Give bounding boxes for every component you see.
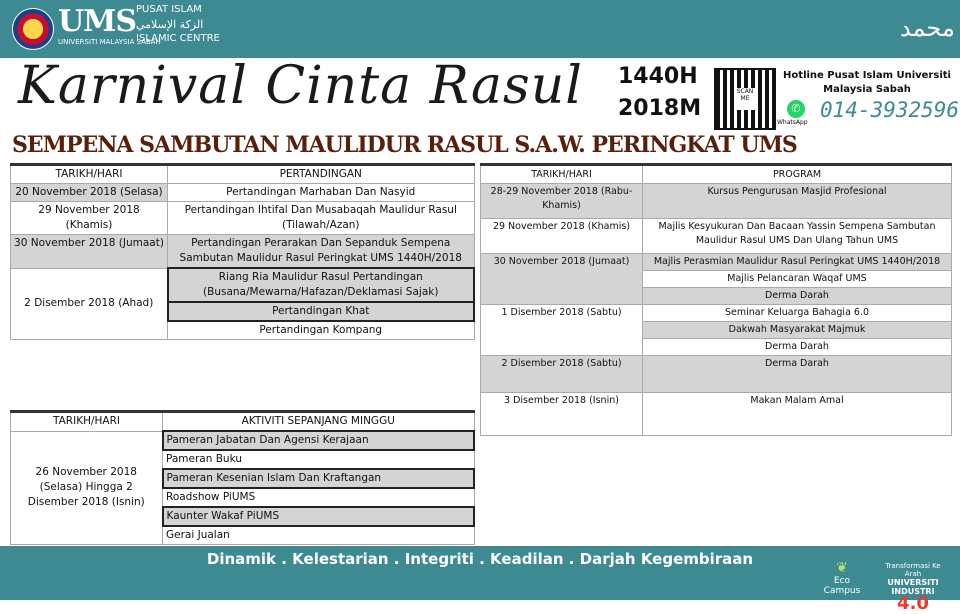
table-cell-activity: Roadshow PiUMS — [163, 488, 475, 507]
table-row — [481, 219, 952, 254]
table-cell-date: 28-29 November 2018 (Rabu-Khamis) — [481, 184, 643, 219]
table-cell-program: Dakwah Masyarakat Majmuk — [643, 322, 952, 339]
eco-campus-logo: ❦ Eco Campus — [818, 560, 866, 596]
industri-logo — [876, 562, 950, 612]
table-header: TARIKH/HARI — [481, 165, 643, 184]
hotline-label: Hotline Pusat Islam Universiti — [783, 70, 951, 81]
table-cell-date: 26 November 2018 (Selasa) Hingga 2 Disember 2018 (Isnin) — [11, 431, 163, 545]
table-row — [481, 305, 952, 322]
event-title: Karnival Cinta Rasul — [18, 56, 583, 116]
table-row — [481, 356, 952, 393]
table-cell-event: Pertandingan Ihtifal Dan Musabaqah Maulidur Rasul (Tilawah/Azan) — [168, 202, 475, 235]
universiti-industri-label: UNIVERSITI INDUSTRI — [887, 578, 939, 596]
leaf-icon: ❦ — [836, 560, 848, 576]
table-cell-program: Majlis Perasmian Maulidur Rasul Peringkat UMS 1440H/2018 — [643, 254, 952, 271]
muhammad-calligraphy: محمد — [900, 14, 955, 42]
hotline-phone[interactable]: 014-3932596 — [820, 98, 960, 122]
ums-crest-icon — [12, 8, 54, 50]
islamic-centre-label: ISLAMIC CENTRE — [136, 33, 220, 44]
table-cell-date: 1 Disember 2018 (Sabtu) — [481, 305, 643, 356]
table-row — [481, 184, 952, 219]
table-cell-activity: Pameran Kesenian Islam Dan Kraftangan — [163, 469, 475, 488]
table-cell-program: Majlis Kesyukuran Dan Bacaan Yassin Sempena Sambutan Maulidur Rasul UMS Dan Ulang Tahun UMS — [643, 219, 952, 254]
whatsapp-label: WhatsApp — [777, 119, 808, 126]
table-cell-activity: Pameran Jabatan Dan Agensi Kerajaan — [163, 431, 475, 450]
table-cell-date: 30 November 2018 (Jumaat) — [11, 235, 168, 269]
table-cell-event: Pertandingan Perarakan Dan Sepanduk Sempena Sambutan Maulidur Rasul Peringkat UMS 1440H/2018 — [168, 235, 475, 269]
table-header: PROGRAM — [643, 165, 952, 184]
table-cell-date: 29 November 2018 (Khamis) — [481, 219, 643, 254]
table-cell-program: Derma Darah — [643, 356, 952, 393]
program-table — [480, 163, 952, 436]
pusat-islam-arabic: الزكة الإسلامي — [136, 18, 204, 31]
pusat-islam-label: PUSAT ISLAM — [136, 4, 202, 15]
table-cell-activity: Gerai Jualan — [163, 526, 475, 545]
ums-logo-subtitle: UNIVERSITI MALAYSIA SABAH — [58, 38, 161, 46]
table-row — [11, 184, 475, 202]
table-cell-program: Derma Darah — [643, 288, 952, 305]
table-cell-date: 3 Disember 2018 (Isnin) — [481, 393, 643, 436]
ums-logo: UMS — [58, 4, 137, 39]
table-cell-event: Pertandingan Kompang — [168, 321, 475, 340]
table-header: AKTIVITI SEPANJANG MINGGU — [163, 412, 475, 432]
table-header: TARIKH/HARI — [11, 165, 168, 184]
transformasi-label: Transformasi Ke Arah — [885, 562, 941, 578]
table-row — [11, 268, 475, 302]
whatsapp-icon: ✆ — [787, 100, 805, 118]
table-cell-event: Pertandingan Khat — [168, 302, 475, 321]
table-cell-date: 30 November 2018 (Jumaat) — [481, 254, 643, 305]
table-cell-activity: Kaunter Wakaf PiUMS — [163, 507, 475, 526]
hotline-org: Malaysia Sabah — [823, 84, 911, 95]
industri-version: 4.0 — [897, 593, 929, 614]
table-row — [11, 235, 475, 269]
table-row — [11, 431, 475, 450]
table-cell-event: Pertandingan Marhaban Dan Nasyid — [168, 184, 475, 202]
table-row — [481, 393, 952, 436]
table-cell-date: 2 Disember 2018 (Ahad) — [11, 268, 168, 340]
table-cell-date: 20 November 2018 (Selasa) — [11, 184, 168, 202]
competition-table — [10, 163, 475, 340]
table-cell-program: Makan Malam Amal — [643, 393, 952, 436]
table-cell-program: Kursus Pengurusan Masjid Profesional — [643, 184, 952, 219]
table-row — [11, 202, 475, 235]
table-cell-program: Seminar Keluarga Bahagia 6.0 — [643, 305, 952, 322]
table-cell-date: 29 November 2018 (Khamis) — [11, 202, 168, 235]
table-cell-program: Majlis Pelancaran Waqaf UMS — [643, 271, 952, 288]
weekly-activity-table — [10, 410, 475, 545]
table-cell-activity: Pameran Buku — [163, 450, 475, 469]
table-header: TARIKH/HARI — [11, 412, 163, 432]
table-cell-program: Derma Darah — [643, 339, 952, 356]
table-cell-event: Riang Ria Maulidur Rasul Pertandingan (Busana/Mewarna/Hafazan/Deklamasi Sajak) — [168, 268, 475, 302]
table-row — [481, 254, 952, 271]
year-hijri: 1440H — [618, 64, 698, 89]
motto-text: Dinamik . Kelestarian . Integriti . Keadilan . Darjah Kegembiraan — [206, 550, 754, 568]
table-header: PERTANDINGAN — [168, 165, 475, 184]
year-masihi: 2018M — [618, 96, 702, 121]
qr-scan-label: SCAN ME — [734, 88, 756, 110]
event-subtitle: SEMPENA SAMBUTAN MAULIDUR RASUL S.A.W. PERINGKAT UMS — [12, 132, 797, 158]
table-cell-date: 2 Disember 2018 (Sabtu) — [481, 356, 643, 393]
qr-code[interactable] — [714, 68, 776, 130]
